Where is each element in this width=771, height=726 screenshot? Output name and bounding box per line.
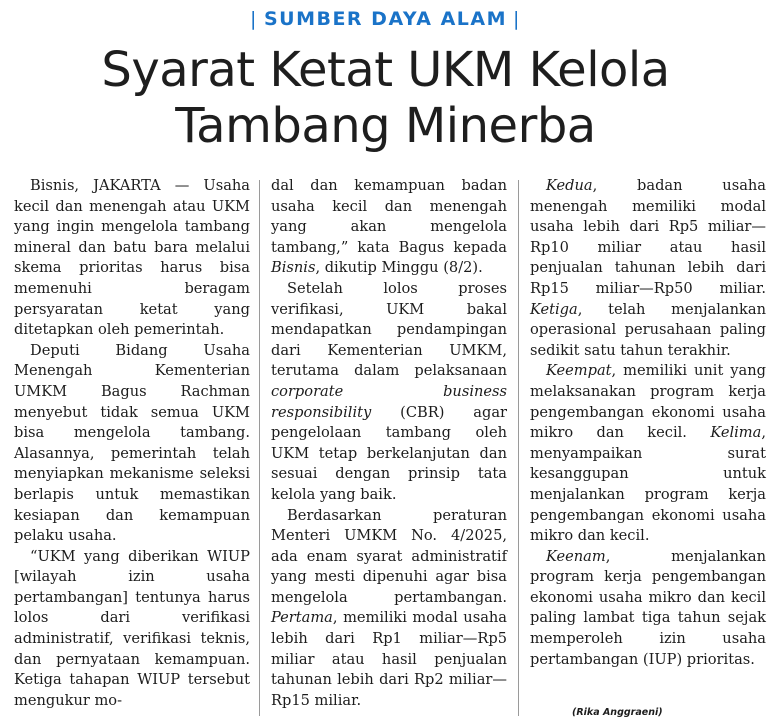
rubric-right-bar: | [513, 8, 521, 30]
enumeration-sixth: Keenam [546, 547, 606, 565]
enumeration-first: Pertama [271, 609, 333, 627]
paragraph: Setelah lolos proses verifikasi, UKM bakal mendapatkan pendampingan dari Kementerian UMKM, terutama dalam pelaksanaan corporate business responsibility (CBR) agar pengelolaan tambang oleh UKM tetap berkelanjutan dan sesuai dengan prinsip tata kelola yang baik. [271, 279, 507, 503]
paragraph: Kedua, badan usaha menengah memiliki modal usaha lebih dari Rp5 miliar—Rp10 miliar atau hasil penjualan tahunan lebih dari Rp15 miliar—Rp50 miliar. Ketiga, telah menjalankan operasional perusahaan paling sedikit satu tahun terakhir. [530, 177, 766, 359]
paragraph: Keempat, memiliki unit yang melaksanakan program kerja pengembangan ekonomi usaha mikro dan kecil. Kelima, menyampaikan surat kesanggupan untuk menjalankan program kerja pengembangan ekonomi usaha mikro dan kecil. [530, 362, 766, 545]
column-divider-2 [518, 180, 519, 716]
section-rubric [0, 8, 771, 30]
enumeration-second: Kedua [546, 177, 593, 194]
headline-line-1: Syarat Ketat UKM Kelola [101, 42, 670, 98]
enumeration-fourth: Keempat [546, 362, 612, 380]
paragraph-lead [14, 176, 250, 341]
column-divider-1 [259, 180, 260, 716]
paragraph: Deputi Bidang Usaha Menengah Kementerian UMKM Bagus Rachman menyebut tidak semua UKM bisa mengelola tambang. Alasannya, pemerintah telah menyiapkan mekanisme seleksi berlapis untuk memastikan kesiapan dan kemampuan pelaku usaha. [14, 341, 250, 545]
paragraph: Berdasarkan peraturan Menteri UMKM No. 4/2025, ada enam syarat administratif yang mesti dipenuhi agar bisa mengelola pertambangan. Pertama, memiliki modal usaha lebih dari Rp1 miliar—Rp5 miliar atau hasil penjualan tahunan lebih dari Rp2 miliar—Rp15 miliar. [271, 506, 507, 709]
article-column-1 [14, 176, 250, 711]
dateline: Bisnis, JAKARTA [30, 177, 161, 194]
headline [0, 42, 771, 154]
term-cbr: corporate business responsibility [271, 382, 507, 421]
paragraph: Keenam, menjalankan program kerja pengembangan ekonomi usaha mikro dan kecil paling lambat tiga tahun sejak memperoleh izin usaha pertambangan (IUP) prioritas. [530, 547, 766, 668]
article-column-2 [271, 176, 507, 711]
lead-text: — Usaha kecil dan menengah atau UKM yang ingin mengelola tambang mineral dan batu bara melalui skema prioritas harus bisa memenuhi beragam persyaratan ketat yang ditetapkan oleh pemerintah. [14, 177, 250, 339]
headline-line-2: Tambang Minerba [175, 98, 596, 154]
enumeration-third: Ketiga [530, 300, 578, 318]
paragraph-quote: “UKM yang diberikan WIUP [wilayah izin usaha pertambangan] tentunya harus lolos dari verifikasi administratif, verifikasi teknis, dan pernyataan kemampuan. Ketiga tahapan WIUP tersebut mengukur mo- [14, 547, 250, 709]
enumeration-fifth: Kelima [710, 424, 762, 442]
rubric-label: SUMBER DAYA ALAM [263, 8, 508, 30]
article-column-3 [530, 176, 766, 670]
publication-name: Bisnis [271, 259, 316, 277]
paragraph-continued: dal dan kemampuan badan usaha kecil dan menengah yang akan mengelola tambang,” kata Bagus kepada Bisnis, dikutip Minggu (8/2). [271, 177, 507, 277]
rubric-left-bar: | [250, 8, 258, 30]
author-credit: (Rika Anggraeni) [572, 707, 663, 718]
